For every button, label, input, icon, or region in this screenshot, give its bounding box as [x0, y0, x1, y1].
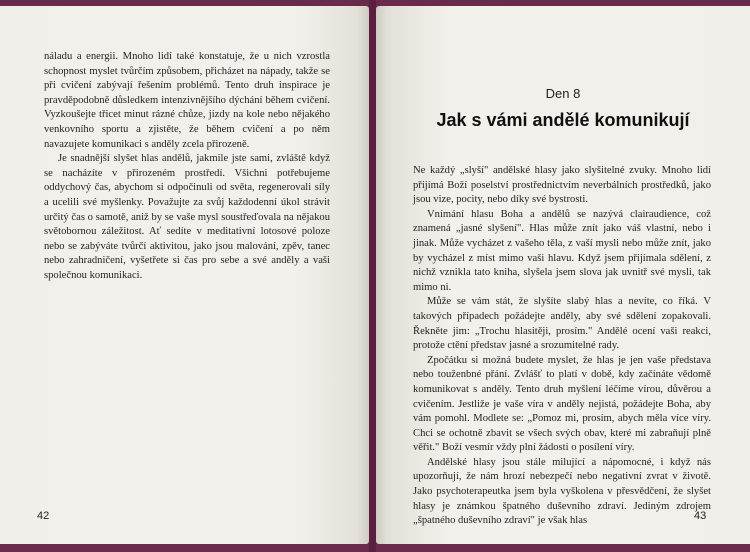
page-number: 43 — [694, 510, 707, 522]
left-page — [0, 6, 369, 544]
right-page-body — [413, 164, 711, 529]
left-page-body — [44, 50, 330, 284]
page-number: 42 — [37, 510, 50, 522]
right-page — [376, 6, 750, 544]
body-paragraph: Je snadnější slyšet hlas andělů, jakmile jste sami, zvláště když se nacházíte v přirozeném prostředí. Všichni potřebujeme oddychový čas, abychom si odpočinuli od světa, regenerovali síly a ucelili své myšlenky. Považujte za svůj každodenní úkol strávit určitý čas o samotě, aniž by se vaše mysl soustřeďovala na nějakou světobornou záležitost. Ať sedíte v meditativní lotosové poloze nebo se zabýváte tvůrčí aktivitou, jako jsou malování, zpěv, tanec nebo zahradničení, vyšetřete si čas pro sebe a své anděly a vaši společnou komunikaci. — [44, 153, 330, 281]
day-label: Den 8 — [545, 86, 581, 101]
body-paragraph: náladu a energii. Mnoho lidí také konstatuje, že u nich vzrostla schopnost myslet tvůrčím způsobem, přicházet na nápady, takže se při cvičení zabývají řešením problémů. Tento druh inspirace je pravděpodobně důsledkem intenzivnějšího dýchání během cvičení. Vyzkoušejte třicet minut rázné chůze, jízdy na kole nebo nějakého venkovního sportu a zjistěte, že během cvičení a po něm navazujete komunikaci s anděly zcela přirozeně. — [44, 51, 330, 150]
body-paragraph: Může se vám stát, že slyšíte slabý hlas a nevíte, co říká. V takových případech požádejte anděly, aby své sdělení zopakovali. Řekněte jim: „Trochu hlasitěji, prosím." Andělé ocení vaši reakci, protože ctění představ jasné a srozumitelné rady. — [413, 296, 711, 352]
body-paragraph: Zpočátku si možná budete myslet, že hlas je jen vaše představa nebo touženbné přání. Zvlášť to platí v době, kdy začínáte vědomě komunikovat s anděly. Tento druh myšlení léčíme vírou, důvěrou a cvičením. Jestliže je vaše víra v anděly nejistá, požádejte Boha, aby vám pomohl. Modlete se: „Pomoz mi, prosím, abych měla více víry. Chci se ochotně zbavit se všech svých obav, které mi zabraňují plně věřit." Boží vesmír vždy plní žádosti o posílení víry. — [413, 354, 711, 454]
book-gutter — [369, 0, 376, 552]
body-paragraph: Andělské hlasy jsou stále milující a nápomocné, i když nás upozorňují, že nám hrozí nebezpečí nebo negativní zvrat v životě. Jako psychoterapeutka jsem byla vyškolena v přesvědčení, že slyšet hlasy je známkou špatného duševního zdraví. Jediným zdrojem „špatného duševního zdraví" je však hlas — [413, 456, 711, 527]
body-paragraph: Vnímání hlasu Boha a andělů se nazývá clairaudience, což znamená „jasné slyšení". Hlas může znít jako váš vlastní, nebo i jinak. Může vycházet z vašeho těla, z vaší mysli nebo může znít, jako by vycházel z míst mimo vaši hlavu. Když jsem přijímala sdělení, z nichž vznikla tato kniha, slyšela jsem slova jak uvnitř své mysli, tak mimo ni. — [413, 208, 711, 293]
body-paragraph: Ne každý „slyší" andělské hlasy jako slyšitelné zvuky. Mnoho lidí přijímá Boží poselství prostřednictvím neverbálních prostředků, jako jsou vize, pocity, nebo díky své bystrosti. — [413, 165, 711, 206]
chapter-title: Jak s vámi andělé komunikují — [436, 110, 690, 130]
